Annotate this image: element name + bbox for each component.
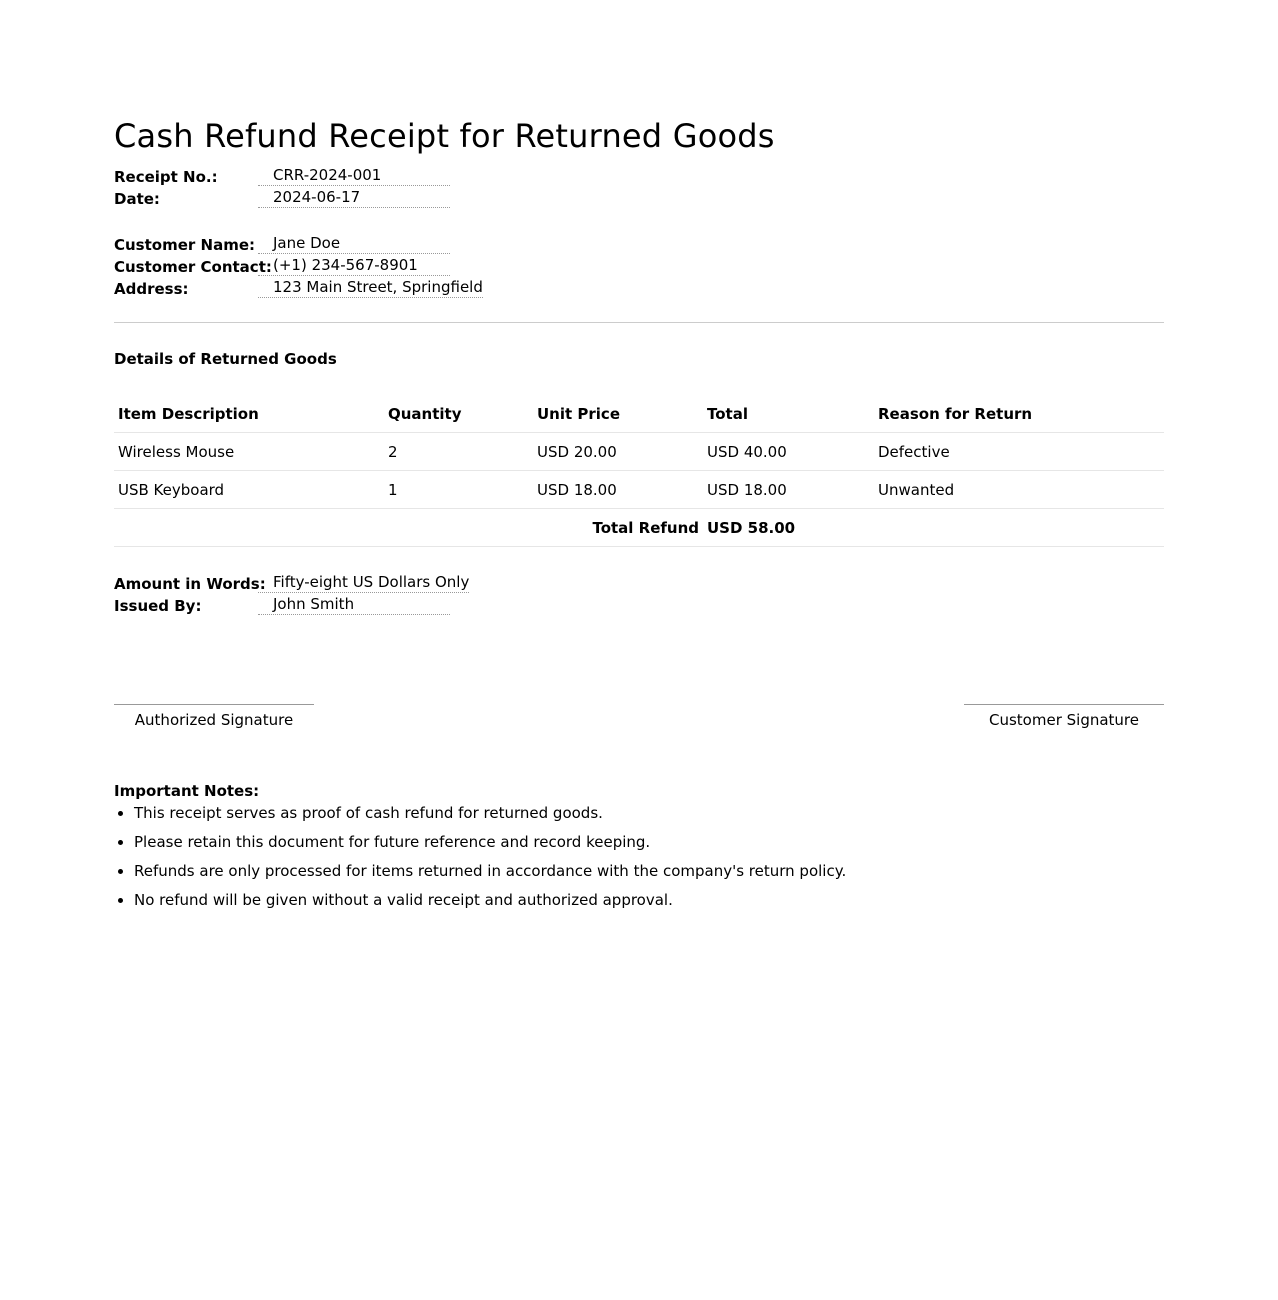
cell-item-description: Wireless Mouse (114, 433, 384, 471)
customer-contact-row (114, 254, 1164, 276)
list-item: • This receipt serves as proof of cash refund for returned goods. (134, 803, 1164, 823)
column-header-total: Total (703, 395, 874, 433)
customer-contact-value: (+1) 234-567-8901 (258, 255, 450, 276)
issued-by-row (114, 593, 1164, 615)
amount-in-words-label: Amount in Words: (114, 575, 266, 593)
amount-in-words-value: Fifty-eight US Dollars Only (258, 572, 469, 593)
cell-unit-price: USD 18.00 (533, 471, 703, 509)
customer-fields (114, 232, 1164, 298)
receipt-no-row (114, 164, 1164, 186)
cell-quantity: 2 (384, 433, 533, 471)
receipt-no-value: CRR-2024-001 (258, 165, 450, 186)
date-value: 2024-06-17 (258, 187, 450, 208)
returned-goods-table (114, 395, 1164, 547)
receipt-header-fields (114, 164, 1164, 208)
total-refund-value: USD 58.00 (703, 509, 874, 547)
table-row (114, 471, 1164, 509)
cell-total: USD 40.00 (703, 433, 874, 471)
address-row (114, 276, 1164, 298)
total-refund-label: Total Refund (114, 509, 703, 547)
date-label: Date: (114, 190, 160, 208)
empty-cell (874, 509, 1164, 547)
column-header-reason: Reason for Return (874, 395, 1164, 433)
list-item: • Please retain this document for future reference and record keeping. (134, 832, 1164, 852)
cell-item-description: USB Keyboard (114, 471, 384, 509)
column-header-unit-price: Unit Price (533, 395, 703, 433)
issued-by-value: John Smith (258, 594, 450, 615)
column-header-quantity: Quantity (384, 395, 533, 433)
payment-fields (114, 571, 1164, 615)
notes-title: Important Notes: (114, 782, 260, 800)
section-divider (114, 322, 1164, 323)
customer-name-value: Jane Doe (258, 233, 450, 254)
customer-signature-line: Customer Signature (964, 704, 1164, 730)
cell-total: USD 18.00 (703, 471, 874, 509)
cell-reason: Unwanted (874, 471, 1164, 509)
customer-contact-label: Customer Contact: (114, 258, 272, 276)
amount-in-words-row (114, 571, 1164, 593)
table-header-row (114, 395, 1164, 433)
list-item: • No refund will be given without a valid receipt and authorized approval. (134, 890, 1164, 910)
table-row (114, 433, 1164, 471)
customer-name-row (114, 232, 1164, 254)
page-title: Cash Refund Receipt for Returned Goods (114, 117, 775, 155)
cell-unit-price: USD 20.00 (533, 433, 703, 471)
list-item: • Refunds are only processed for items returned in accordance with the company's return policy. (134, 861, 1164, 881)
notes-list (114, 803, 1164, 910)
cell-reason: Defective (874, 433, 1164, 471)
receipt-document (114, 114, 1164, 919)
signature-area (114, 704, 1164, 734)
customer-name-label: Customer Name: (114, 236, 255, 254)
goods-section-title: Details of Returned Goods (114, 350, 337, 368)
address-label: Address: (114, 280, 189, 298)
cell-quantity: 1 (384, 471, 533, 509)
date-row (114, 186, 1164, 208)
address-value: 123 Main Street, Springfield (258, 277, 483, 298)
authorized-signature-line: Authorized Signature (114, 704, 314, 730)
column-header-item-description: Item Description (114, 395, 384, 433)
receipt-no-label: Receipt No.: (114, 168, 218, 186)
issued-by-label: Issued By: (114, 597, 202, 615)
total-refund-row (114, 509, 1164, 547)
